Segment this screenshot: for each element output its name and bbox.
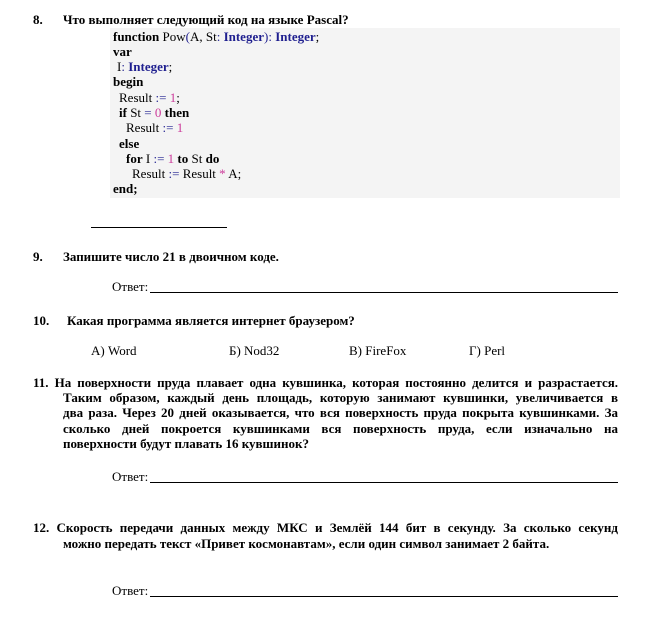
question-text: Таким образом, каждый день площадь, которую занимают кувшинки, увеличивается в xyxy=(63,390,618,405)
answer-label: Ответ: xyxy=(112,279,149,294)
code-keyword: var xyxy=(113,44,132,59)
code-line xyxy=(126,120,183,136)
code-text: St xyxy=(188,151,206,166)
question-text: можно передать текст «Привет космонавтам», если один символ занимает 2 байта. xyxy=(63,536,550,551)
code-line xyxy=(113,29,319,45)
code-text: St xyxy=(126,105,145,120)
code-operator: = xyxy=(144,105,155,120)
code-operator: := xyxy=(168,166,183,181)
code-keyword: then xyxy=(161,105,190,120)
code-keyword: for xyxy=(126,151,143,166)
code-operator: := xyxy=(155,90,170,105)
code-text: Pow xyxy=(159,29,186,44)
code-line xyxy=(113,181,138,197)
code-keyword: end; xyxy=(113,181,138,196)
question-text: Запишите число 21 в двоичном коде. xyxy=(63,249,279,264)
question-text: Что выполняет следующий код на языке Pascal? xyxy=(63,12,349,27)
answer-option[interactable]: В) FireFox xyxy=(349,343,407,358)
code-type: Integer xyxy=(275,29,316,44)
code-text: Result xyxy=(182,166,220,181)
code-text: I xyxy=(117,59,122,74)
code-operator: := xyxy=(162,120,177,135)
question-text: 12. Скорость передачи данных между МКС и Землёй 144 бит в секунду. За сколько секунд xyxy=(33,520,618,535)
code-block xyxy=(110,28,620,198)
question-text: два раза. Через 20 дней оказывается, что вся поверхность пруда покрыта кувшинками. За xyxy=(63,405,618,420)
code-line xyxy=(113,44,132,60)
code-number: 1 xyxy=(167,151,175,166)
question-number: 10. xyxy=(33,313,50,328)
question-text: 11. На поверхности пруда плавает одна кувшинка, которая постоянно делится и разрастается. xyxy=(33,375,618,390)
code-keyword: else xyxy=(119,136,140,151)
code-type: Integer xyxy=(223,29,264,44)
answer-option[interactable]: А) Word xyxy=(91,343,137,358)
code-line xyxy=(113,74,143,90)
code-text: A, St xyxy=(189,29,217,44)
code-line xyxy=(119,105,189,121)
answer-label: Ответ: xyxy=(112,469,149,484)
answer-line[interactable] xyxy=(150,292,618,293)
code-operator: ): xyxy=(264,29,276,44)
question-number: 8. xyxy=(33,12,43,27)
code-line xyxy=(117,59,172,75)
code-line xyxy=(126,151,219,167)
code-operator: : xyxy=(216,29,224,44)
code-text: I xyxy=(142,151,154,166)
question-text: Какая программа является интернет браузером? xyxy=(67,313,355,328)
code-keyword: to xyxy=(174,151,189,166)
code-operator: := xyxy=(153,151,168,166)
code-number: 1 xyxy=(169,90,177,105)
code-number: 1 xyxy=(176,120,184,135)
code-text: Result xyxy=(126,120,163,135)
code-operator: ( xyxy=(185,29,190,44)
code-text: A; xyxy=(228,166,242,181)
code-text: Result xyxy=(119,90,156,105)
code-text: ; xyxy=(176,90,180,105)
code-keyword: begin xyxy=(113,74,144,89)
question-text: сколько дней покроется кувшинками вся поверхность пруда, если изначально на xyxy=(63,421,618,436)
answer-label: Ответ: xyxy=(112,583,149,598)
question-number: 9. xyxy=(33,249,43,264)
code-text: ; xyxy=(315,29,320,44)
answer-option[interactable]: Г) Perl xyxy=(469,343,506,358)
code-keyword: do xyxy=(205,151,220,166)
code-text: Result xyxy=(132,166,169,181)
code-keyword: if xyxy=(119,105,127,120)
code-text: ; xyxy=(168,59,173,74)
answer-line[interactable] xyxy=(150,482,618,483)
code-line xyxy=(119,90,180,106)
code-number: 0 xyxy=(154,105,162,120)
code-type: Integer xyxy=(128,59,169,74)
code-operator: : xyxy=(121,59,129,74)
code-line xyxy=(132,166,241,182)
answer-option[interactable]: Б) Nod32 xyxy=(229,343,280,358)
code-keyword: function xyxy=(113,29,160,44)
code-line xyxy=(119,136,139,152)
question-text: поверхности будут плавать 16 кувшинок? xyxy=(63,436,309,451)
answer-line[interactable] xyxy=(91,227,227,228)
code-operator: * xyxy=(219,166,229,181)
answer-line[interactable] xyxy=(150,596,618,597)
